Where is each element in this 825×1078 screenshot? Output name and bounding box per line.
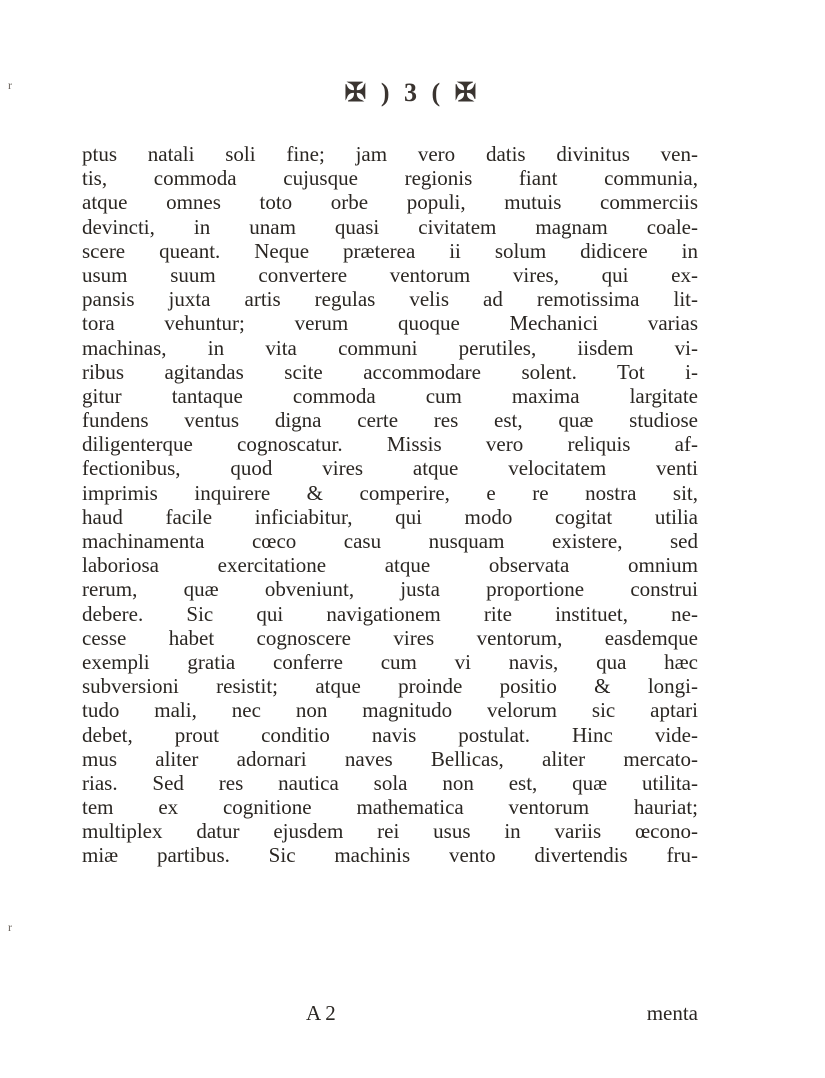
running-head: ✠ ) 3 ( ✠ <box>344 78 481 107</box>
text-line: laboriosa exercitatione atque observata omnium <box>82 553 698 578</box>
text-line: devincti, in unam quasi civitatem magnam coale- <box>82 214 698 239</box>
text-line: pansis juxta artis regulas velis ad remotissima lit- <box>82 287 698 312</box>
page-footer <box>82 1000 698 1026</box>
text-line: tem ex cognitione mathematica ventorum hauriat; <box>82 795 698 820</box>
text-line: rerum, quæ obveniunt, justa proportione construi <box>82 577 698 602</box>
text-line: ribus agitandas scite accommodare solent. Tot i- <box>82 359 698 384</box>
text-line: diligenterque cognoscatur. Missis vero reliquis af- <box>82 432 698 457</box>
text-line: debet, prout conditio navis postulat. Hinc vide- <box>82 722 698 747</box>
text-line: cesse habet cognoscere vires ventorum, easdemque <box>82 625 698 650</box>
text-line: debere. Sic qui navigationem rite instituet, ne- <box>82 601 698 626</box>
text-line: fundens ventus digna certe res est, quæ studiose <box>82 408 698 433</box>
margin-mark: r <box>8 920 12 934</box>
signature-mark: A 2 <box>306 1001 336 1025</box>
margin-mark: r <box>8 78 12 92</box>
text-line: miæ partibus. Sic machinis vento divertendis fru- <box>82 843 698 868</box>
text-line: usum suum convertere ventorum vires, qui ex- <box>82 262 698 287</box>
text-line: tis, commoda cujusque regionis fiant communia, <box>82 166 698 191</box>
body-text <box>82 142 698 868</box>
text-line: machinamenta cœco casu nusquam existere, sed <box>82 529 698 553</box>
text-line: fectionibus, quod vires atque velocitatem venti <box>82 456 698 481</box>
text-line: tudo mali, nec non magnitudo velorum sic aptari <box>82 698 698 723</box>
text-line: multiplex datur ejusdem rei usus in variis œcono- <box>82 819 698 844</box>
catchword: menta <box>646 1001 698 1025</box>
text-line: machinas, in vita communi perutiles, iisdem vi- <box>82 335 698 360</box>
text-line: exempli gratia conferre cum vi navis, qua hæc <box>82 649 698 674</box>
text-line: subversioni resistit; atque proinde positio & longi- <box>82 674 698 699</box>
text-line: rias. Sed res nautica sola non est, quæ utilita- <box>82 770 698 795</box>
text-line: scere queant. Neque præterea ii solum didicere in <box>82 238 698 263</box>
text-line: mus aliter adornari naves Bellicas, aliter mercato- <box>82 746 698 771</box>
text-line: tora vehuntur; verum quoque Mechanici varias <box>82 311 698 336</box>
text-line: gitur tantaque commoda cum maxima largitate <box>82 383 698 408</box>
text-line: imprimis inquirere & comperire, e re nostra sit, <box>82 480 698 505</box>
text-line: ptus natali soli fine; jam vero datis divinitus ven- <box>82 142 698 166</box>
text-line: atque omnes toto orbe populi, mutuis commerciis <box>82 190 698 215</box>
text-line: haud facile inficiabitur, qui modo cogitat utilia <box>82 504 698 529</box>
